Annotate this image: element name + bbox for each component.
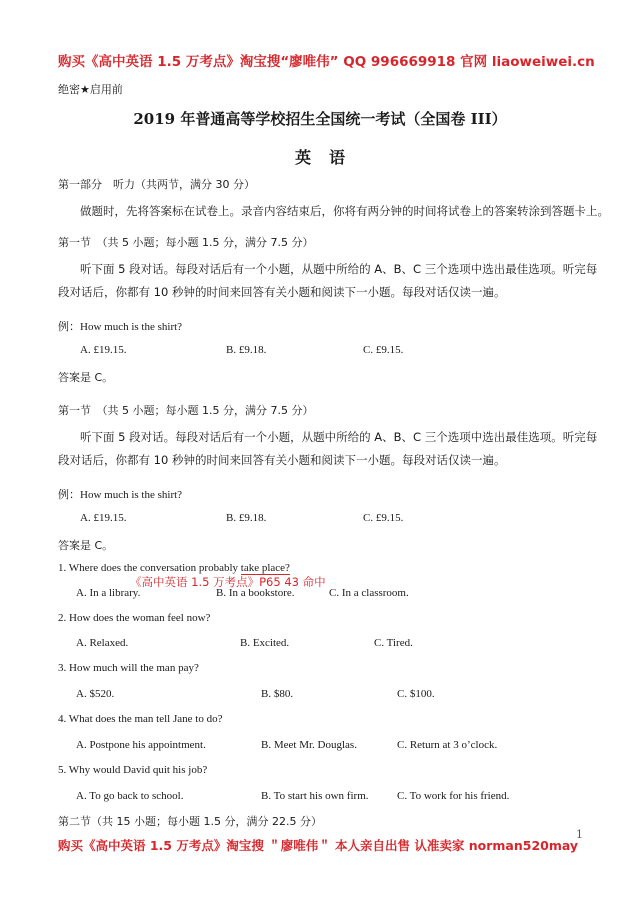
section2-heading: 第二节（共 15 小题；每小题 1.5 分，满分 22.5 分） — [58, 815, 322, 828]
part1-heading: 第一部分 听力（共两节，满分 30 分） — [58, 178, 255, 191]
question-2-option-c: C. Tired. — [374, 637, 413, 649]
section-instruction-line2: 段对话后，你都有 10 秒钟的时间来回答有关小题和阅读下一小题。每段对话仅读一遍。 — [58, 453, 506, 467]
question-3-option-b: B. $80. — [261, 688, 294, 700]
question-3-option-c: C. $100. — [397, 688, 435, 700]
promo-banner-bottom: 购买《高中英语 1.5 万考点》淘宝搜 ＂廖唯伟＂ 本人亲自出售 认准卖家 norman520may — [58, 838, 579, 853]
example-option-a: A. £19.15. — [80, 344, 127, 356]
question-3-option-a: A. $520. — [76, 688, 115, 700]
question-1-option-b: B. In a bookstore. — [216, 587, 295, 599]
question-1-stem-text: 1. Where does the conversation probably — [58, 562, 241, 574]
example-question: 例：How much is the shirt? — [58, 489, 183, 501]
section-heading: 第一节 （共 5 小题；每小题 1.5 分，满分 7.5 分） — [58, 236, 314, 249]
exam-title: 2019 年普通高等学校招生全国统一考试（全国卷 III） — [133, 110, 507, 128]
question-1-option-a: A. In a library. — [76, 587, 141, 599]
question-5-option-a: A. To go back to school. — [76, 790, 184, 802]
question-3-stem: 3. How much will the man pay? — [58, 662, 199, 674]
example-answer: 答案是 C。 — [58, 539, 114, 552]
example-answer: 答案是 C。 — [58, 371, 114, 384]
hit-annotation: 《高中英语 1.5 万考点》P65 43 命中 — [130, 575, 326, 589]
example-option-b: B. £9.18. — [226, 512, 267, 524]
question-4-stem: 4. What does the man tell Jane to do? — [58, 713, 223, 725]
part1-instruction: 做题时，先将答案标在试卷上。录音内容结束后，你将有两分钟的时间将试卷上的答案转涂到答题卡上。 — [80, 204, 609, 218]
example-option-c: C. £9.15. — [363, 512, 404, 524]
question-1-stem — [58, 562, 290, 574]
question-2-option-a: A. Relaxed. — [76, 637, 129, 649]
example-question: 例：How much is the shirt? — [58, 321, 183, 333]
section-heading: 第一节 （共 5 小题；每小题 1.5 分，满分 7.5 分） — [58, 404, 314, 417]
question-4-option-b: B. Meet Mr. Douglas. — [261, 739, 357, 751]
question-2-stem: 2. How does the woman feel now? — [58, 612, 211, 624]
example-option-a: A. £19.15. — [80, 512, 127, 524]
question-4-option-a: A. Postpone his appointment. — [76, 739, 206, 751]
section-instruction-line2: 段对话后，你都有 10 秒钟的时间来回答有关小题和阅读下一小题。每段对话仅读一遍。 — [58, 285, 506, 299]
example-option-b: B. £9.18. — [226, 344, 267, 356]
example-option-c: C. £9.15. — [363, 344, 404, 356]
section-instruction-line1: 听下面 5 段对话。每段对话后有一个小题，从题中所给的 A、B、C 三个选项中选出最佳选项。听完每 — [80, 262, 598, 276]
question-1-underlined-phrase: take place? — [240, 562, 290, 574]
question-2-option-b: B. Excited. — [240, 637, 290, 649]
page-number: 1 — [576, 828, 583, 841]
question-5-option-b: B. To start his own firm. — [261, 790, 369, 802]
subject-title: 英语 — [294, 148, 363, 167]
question-5-stem: 5. Why would David quit his job? — [58, 764, 208, 776]
question-4-option-c: C. Return at 3 o’clock. — [397, 739, 498, 751]
secret-label: 绝密★启用前 — [58, 83, 123, 96]
section-instruction-line1: 听下面 5 段对话。每段对话后有一个小题，从题中所给的 A、B、C 三个选项中选出最佳选项。听完每 — [80, 430, 598, 444]
question-1-option-c: C. In a classroom. — [329, 587, 409, 599]
question-5-option-c: C. To work for his friend. — [397, 790, 510, 802]
promo-banner-top: 购买《高中英语 1.5 万考点》淘宝搜“廖唯伟” QQ 996669918 官网 liaoweiwei.cn — [58, 54, 595, 70]
